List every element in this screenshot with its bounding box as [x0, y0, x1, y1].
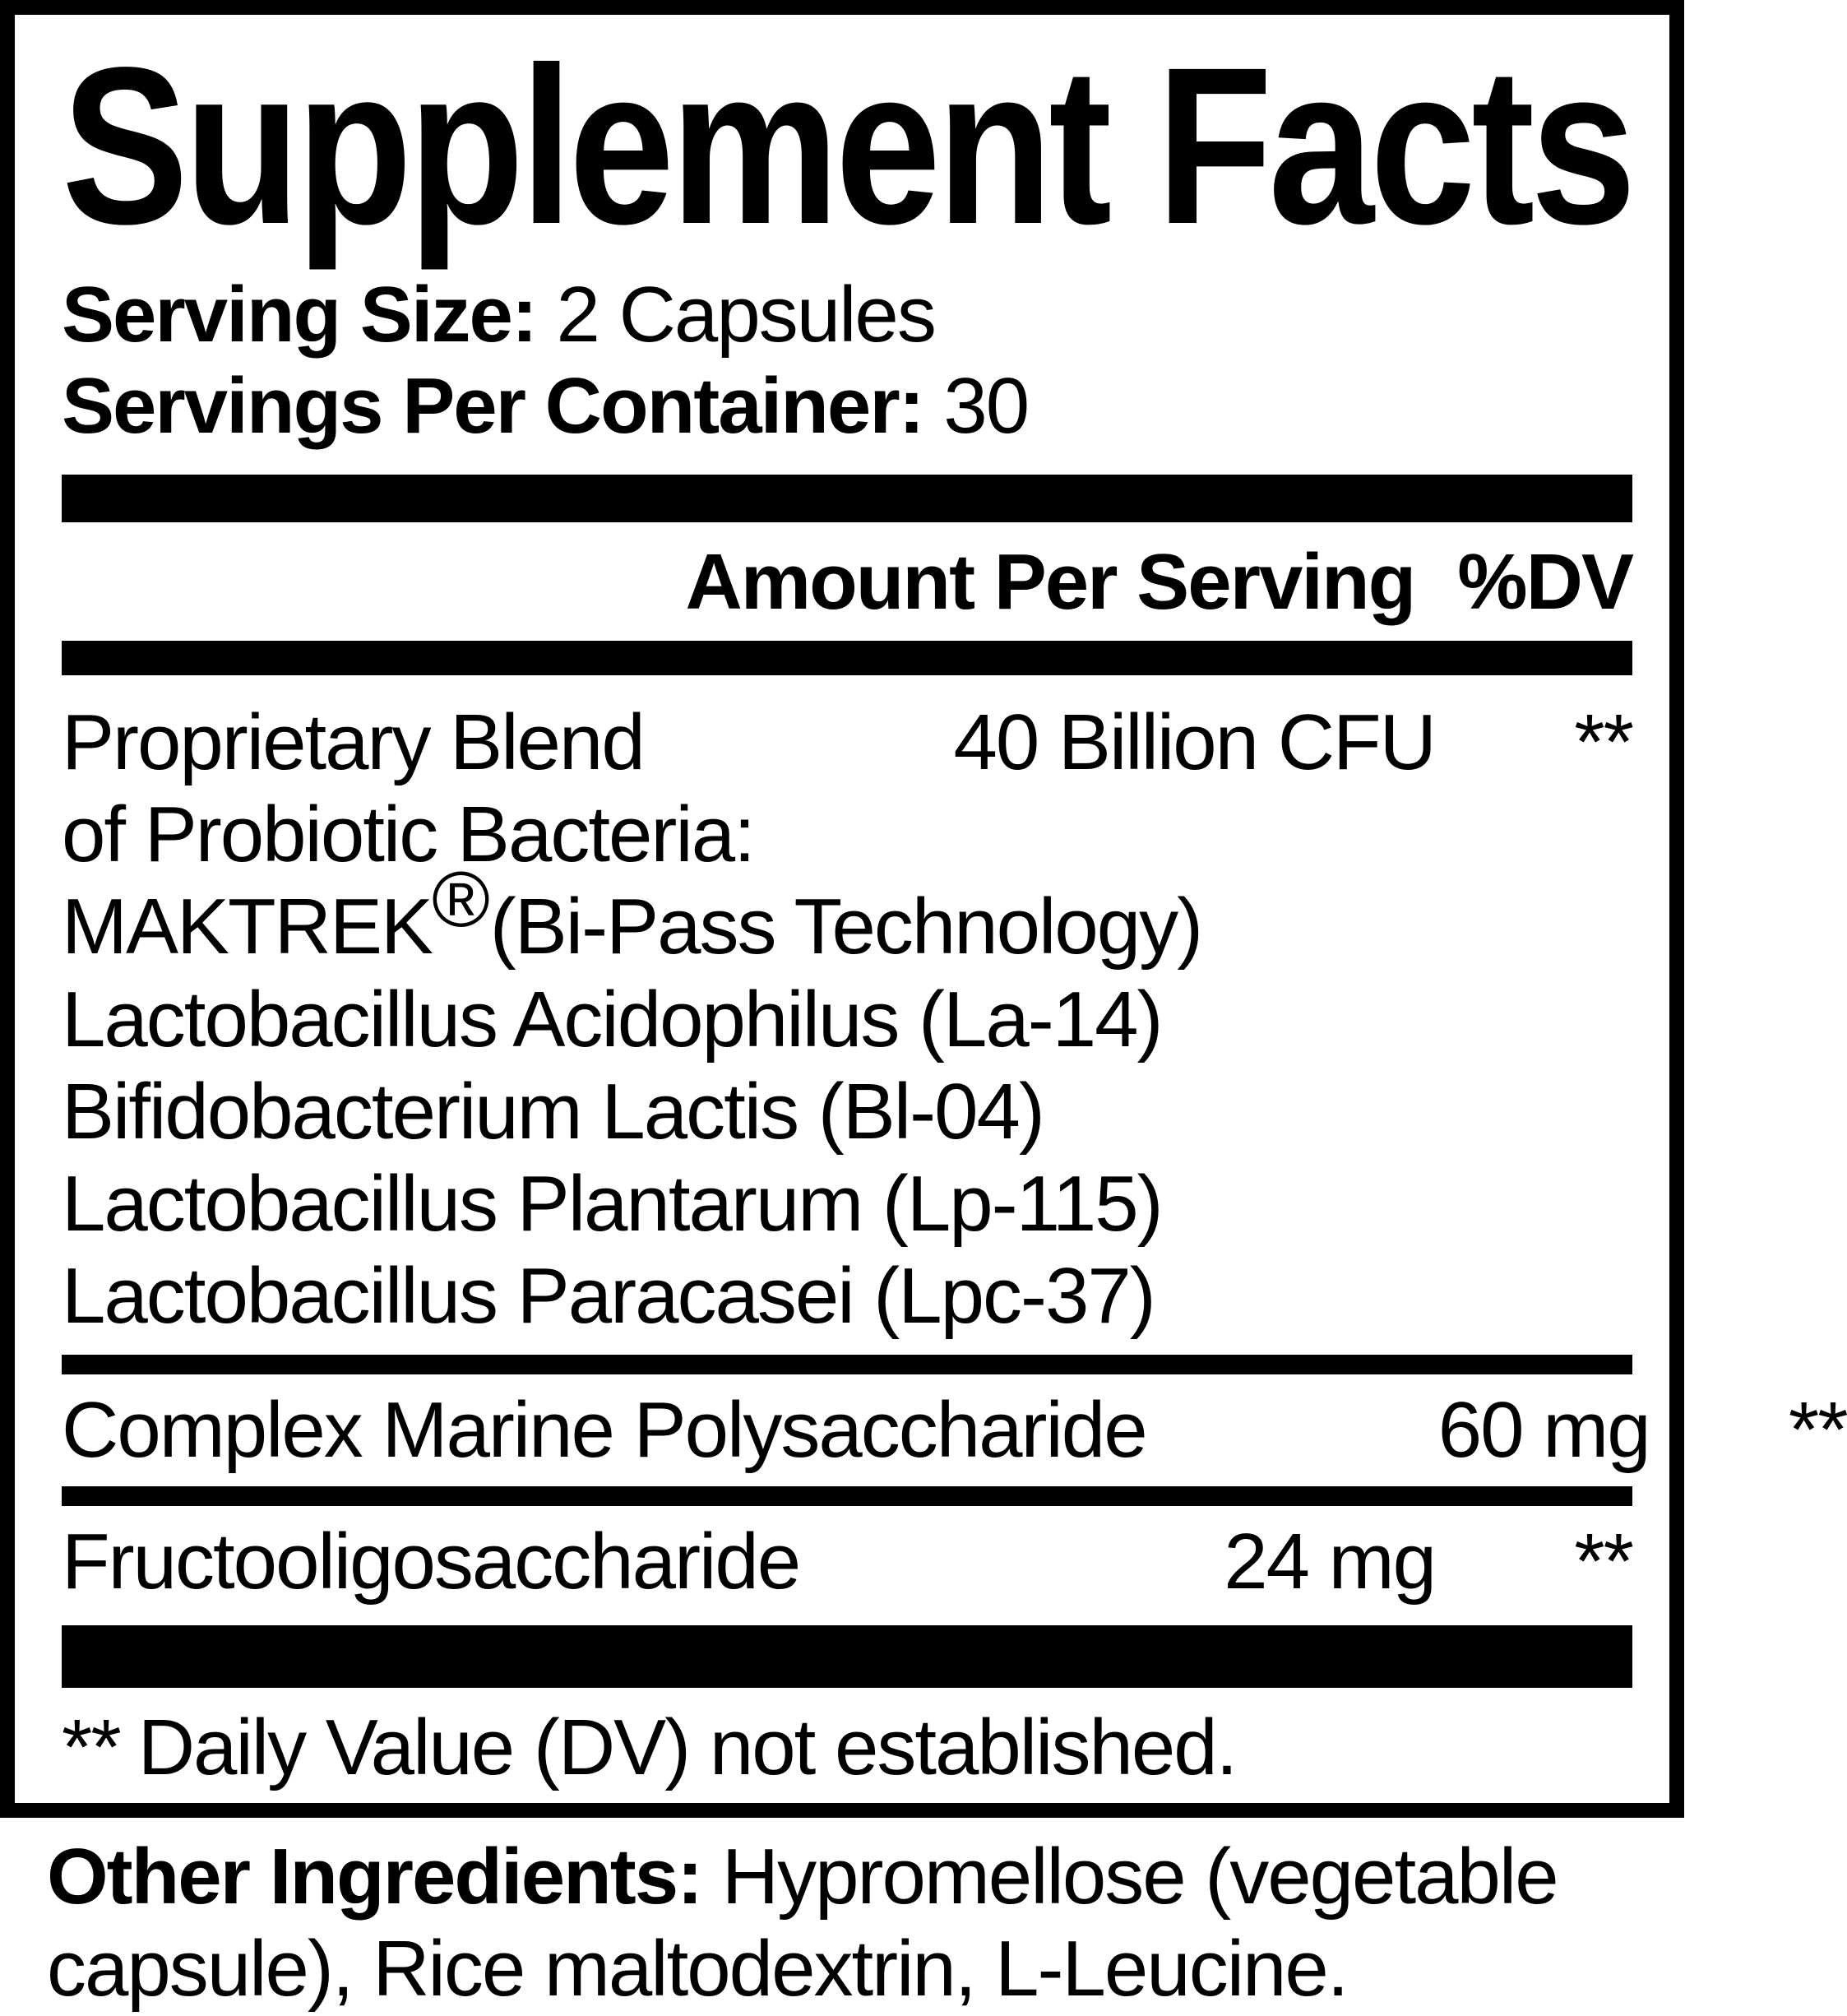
serving-size-label: Serving Size:: [62, 271, 536, 359]
ingredient-dv-value: **: [1788, 1385, 1847, 1474]
maktrek-technology: (Bi-Pass Technology): [489, 883, 1202, 971]
strain-line: Lactobacillus Acidophilus (La-14): [62, 975, 1162, 1064]
maktrek-name: MAKTREK: [62, 883, 433, 971]
other-ingredients-section: [47, 1831, 1561, 2016]
registered-trademark-mark: ®: [432, 855, 490, 944]
servings-per-container-line: [62, 361, 1632, 452]
other-ingredients-label: Other Ingredients:: [47, 1832, 702, 1921]
blend-detail-line: of Probiotic Bacteria:: [62, 790, 754, 878]
ingredient-name: Complex Marine Polysaccharide: [62, 1385, 1146, 1474]
ingredient-amount: 60 mg: [1437, 1385, 1650, 1474]
footnote-text: Daily Value (DV) not established.: [137, 1703, 1237, 1791]
strain-line: Bifidobacterium Lactis (Bl-04): [62, 1067, 1044, 1156]
other-ingredients-text: Hypromellose (vegetable capsule), Rice maltodextrin, L-Leucine.: [47, 1832, 1558, 2014]
column-header-row: [62, 539, 1632, 626]
divider-thick: [62, 475, 1632, 522]
strain-line: Lactobacillus Plantarum (Lp-115): [62, 1160, 1162, 1249]
ingredient-name: Fructooligosaccharide: [62, 1518, 800, 1606]
proprietary-blend-block: [62, 697, 1632, 1343]
ingredient-row: [62, 1374, 1847, 1486]
percent-dv-header: %DV: [1457, 538, 1632, 627]
maktrek-line: [62, 855, 1632, 973]
servings-per-container-label: Servings Per Container:: [62, 361, 924, 450]
daily-value-footnote: [62, 1703, 1632, 1793]
ingredient-amount: 24 mg: [1224, 1518, 1435, 1606]
servings-per-container-value: 30: [943, 361, 1029, 450]
divider-thin: [62, 1355, 1632, 1374]
footnote-marker: **: [62, 1703, 120, 1791]
serving-size-line: [62, 270, 1632, 360]
divider-bold: [62, 1625, 1632, 1688]
serving-size-value: 2 Capsules: [556, 271, 935, 359]
strain-line: Lactobacillus Paracasei (Lpc-37): [62, 1252, 1155, 1341]
divider-thin: [62, 1486, 1632, 1506]
ingredient-dv-value: **: [1574, 1518, 1632, 1606]
divider-medium: [62, 641, 1632, 675]
blend-dv-value: **: [1574, 697, 1632, 786]
ingredient-row: [62, 1506, 1632, 1618]
amount-per-serving-header: Amount Per Serving: [685, 538, 1415, 627]
page-title: Supplement Facts: [62, 21, 1632, 271]
blend-amount: 40 Billion CFU: [953, 697, 1435, 786]
blend-main-row: [62, 697, 1632, 789]
blend-name: Proprietary Blend: [62, 697, 644, 786]
